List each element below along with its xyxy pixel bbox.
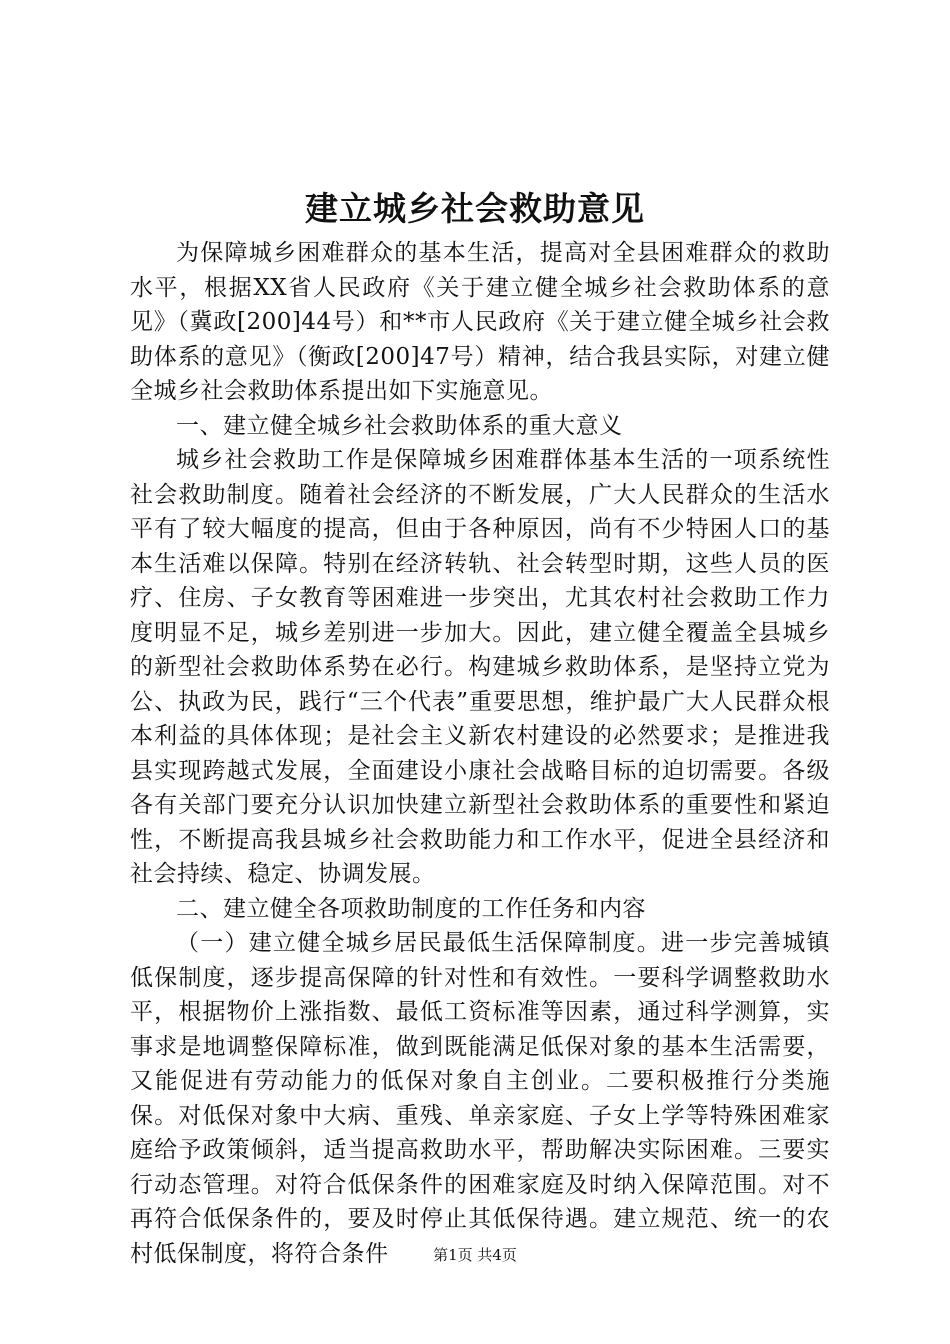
paragraph-intro: 为保障城乡困难群众的基本生活，提高对全县困难群众的救助水平，根据XX省人民政府《关于建立健全城乡社会救助体系的意见》（冀政[200]44号）和**市人民政府《关于建立健全城乡社会救助体系的意见》（衡政[200]47号）精神，结合我县实际，对建立健全城乡社会救助体系提出如下实施意见。 (130, 240, 830, 404)
paragraph-significance: 城乡社会救助工作是保障城乡困难群体基本生活的一项系统性社会救助制度。随着社会经济的不断发展，广大人民群众的生活水平有了较大幅度的提高，但由于各种原因，尚有不少特困人口的基本生活难以保障。特别在经济转轨、社会转型时期，这些人员的医疗、住房、子女教育等困难进一步突出，尤其农村社会救助工作力度明显不足，城乡差别进一步加大。因此，建立健全覆盖全县城乡的新型社会救助体系势在必行。构建城乡救助体系，是坚持立党为公、执政为民，践行“三个代表”重要思想，维护最广大人民群众根本利益的具体体现；是社会主义新农村建设的必然要求；是推进我县实现跨越式发展，全面建设小康社会战略目标的迫切需要。各级各有关部门要充分认识加快建立新型社会救助体系的重要性和紧迫性，不断提高我县城乡社会救助能力和工作水平，促进全县经济和社会持续、稳定、协调发展。 (130, 447, 830, 887)
paragraph-minimum-living-guarantee: （一）建立健全城乡居民最低生活保障制度。进一步完善城镇低保制度，逐步提高保障的针对性和有效性。一要科学调整救助水平，根据物价上涨指数、最低工资标准等因素，通过科学测算，实事求是地调整保障标准，做到既能满足低保对象的基本生活需要，又能促进有劳动能力的低保对象自主创业。二要积极推行分类施保。对低保对象中大病、重残、单亲家庭、子女上学等特殊困难家庭给予政策倾斜，适当提高救助水平，帮助解决实际困难。三要实行动态管理。对符合低保条件的困难家庭及时纳入保障范围。对不再符合低保条件的，要及时停止其低保待遇。建立规范、统一的农村低保制度，将符合条件 (130, 930, 830, 1267)
document-body (130, 236, 830, 1271)
document-title: 建立城乡社会救助意见 (305, 189, 645, 228)
section-heading-1: 一、建立健全城乡社会救助体系的重大意义 (176, 412, 623, 439)
page-number-footer: 第1页 共4页 (433, 1246, 517, 1264)
section-heading-2: 二、建立健全各项救助制度的工作任务和内容 (176, 895, 646, 922)
